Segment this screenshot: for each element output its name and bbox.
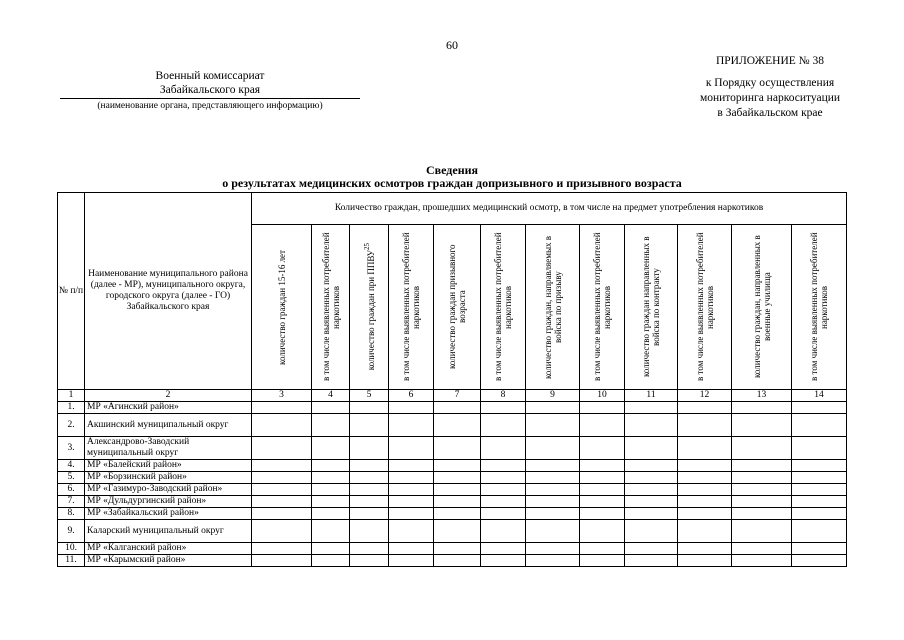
appendix-line: к Порядку осуществления [705,77,835,89]
data-cell[interactable] [792,402,847,414]
data-cell[interactable] [350,496,389,508]
data-cell[interactable] [580,460,625,472]
data-cell[interactable] [350,414,389,437]
data-cell[interactable] [312,543,350,555]
data-cell[interactable] [252,543,312,555]
data-cell[interactable] [434,437,481,460]
data-cell[interactable] [792,520,847,543]
data-cell[interactable] [580,484,625,496]
data-cell[interactable] [792,437,847,460]
data-cell[interactable] [625,414,678,437]
data-cell[interactable] [732,496,792,508]
data-cell[interactable] [678,520,732,543]
data-cell[interactable] [625,555,678,567]
data-cell[interactable] [389,555,434,567]
data-cell[interactable] [252,402,312,414]
data-cell[interactable] [526,555,580,567]
footnote-mark: 25 [363,243,371,251]
data-cell[interactable] [625,508,678,520]
subheader-cell: количество граждан при ППВУ$^{25}$ [350,225,389,390]
report-table [57,192,847,567]
data-cell[interactable] [678,414,732,437]
document-title-line: о результатах медицинских осмотров граждан допризывного и призывного возраста [222,176,682,190]
row-number: 2. [58,414,85,437]
data-cell[interactable] [792,484,847,496]
data-cell[interactable] [350,520,389,543]
data-cell[interactable] [389,460,434,472]
subheader-cell: в том числе выявленных потребителей наркотиков [481,225,526,390]
table-row [58,496,847,508]
data-cell[interactable] [732,414,792,437]
row-name: Акшинский муниципальный округ [85,414,252,437]
subheader-cell: количество граждан 15-16 лет [252,225,312,390]
data-cell[interactable] [312,520,350,543]
data-cell[interactable] [678,543,732,555]
data-cell[interactable] [678,437,732,460]
row-name: МР «Карымский район» [85,555,252,567]
column-number: 10 [580,390,625,402]
data-cell[interactable] [389,484,434,496]
data-cell[interactable] [481,414,526,437]
data-cell[interactable] [312,484,350,496]
data-cell[interactable] [350,402,389,414]
data-cell[interactable] [389,472,434,484]
data-cell[interactable] [434,508,481,520]
data-cell[interactable] [389,402,434,414]
data-cell[interactable] [526,402,580,414]
data-cell[interactable] [252,460,312,472]
row-name: МР «Борзинский район» [85,472,252,484]
appendix-line: мониторинга наркоситуации [699,92,841,104]
data-cell[interactable] [350,460,389,472]
data-cell[interactable] [389,543,434,555]
data-cell[interactable] [732,543,792,555]
group-header: Количество граждан, прошедших медицинский осмотр, в том числе на предмет употребления наркотиков [252,193,847,225]
row-name: МР «Агинский район» [85,402,252,414]
data-cell[interactable] [792,543,847,555]
data-cell[interactable] [625,472,678,484]
data-cell[interactable] [792,508,847,520]
row-name: МР «Балейский район» [85,460,252,472]
data-cell[interactable] [580,437,625,460]
table-row [58,472,847,484]
data-cell[interactable] [526,437,580,460]
col-num-header: № п/п [58,193,85,390]
subheader-cell: количество граждан, направляемых в войска по призыву [526,225,580,390]
data-cell[interactable] [625,520,678,543]
column-number: 7 [434,390,481,402]
appendix-block [680,54,860,121]
data-cell[interactable] [678,555,732,567]
data-cell[interactable] [434,484,481,496]
data-cell[interactable] [481,460,526,472]
data-cell[interactable] [434,496,481,508]
data-cell[interactable] [526,496,580,508]
data-cell[interactable] [434,402,481,414]
data-cell[interactable] [678,472,732,484]
row-name: МР «Забайкальский район» [85,508,252,520]
subheader-cell: в том числе выявленных потребителей наркотиков [792,225,847,390]
row-name: Александрово-Заводский муниципальный округ [85,437,252,460]
page-number: 60 [446,38,458,52]
appendix-title: ПРИЛОЖЕНИЕ № 38 [715,55,824,67]
row-name: МР «Газимуро-Заводский район» [85,484,252,496]
data-cell[interactable] [312,402,350,414]
data-cell[interactable] [625,437,678,460]
row-number: 10. [58,543,85,555]
data-cell[interactable] [481,472,526,484]
data-cell[interactable] [350,472,389,484]
data-cell[interactable] [312,508,350,520]
row-number: 4. [58,460,85,472]
table-row [58,414,847,437]
column-number: 9 [526,390,580,402]
table-row [58,437,847,460]
row-number: 8. [58,508,85,520]
data-cell[interactable] [625,484,678,496]
column-number: 12 [678,390,732,402]
data-cell[interactable] [350,543,389,555]
data-cell[interactable] [312,472,350,484]
data-cell[interactable] [252,520,312,543]
data-cell[interactable] [312,414,350,437]
subheader-cell: в том числе выявленных потребителей наркотиков [312,225,350,390]
data-cell[interactable] [481,402,526,414]
subheader-cell: количество граждан направленных в войска по контракту [625,225,678,390]
data-cell[interactable] [434,555,481,567]
data-cell[interactable] [350,555,389,567]
organization-line: Забайкальского края [60,83,360,99]
data-cell[interactable] [732,484,792,496]
data-cell[interactable] [732,402,792,414]
data-cell[interactable] [580,472,625,484]
data-cell[interactable] [678,496,732,508]
data-cell[interactable] [792,414,847,437]
data-cell[interactable] [481,437,526,460]
data-cell[interactable] [481,508,526,520]
data-cell[interactable] [434,460,481,472]
data-cell[interactable] [792,472,847,484]
data-cell[interactable] [625,460,678,472]
column-number: 14 [792,390,847,402]
document-title [0,164,904,190]
subheader-cell: в том числе выявленных потребителей наркотиков [389,225,434,390]
table-row [58,555,847,567]
data-cell[interactable] [732,520,792,543]
row-name: Каларский муниципальный округ [85,520,252,543]
table-row [58,460,847,472]
row-number: 11. [58,555,85,567]
column-number: 6 [389,390,434,402]
organization-block [60,69,360,112]
appendix-line: в Забайкальском крае [717,107,823,119]
column-number: 8 [481,390,526,402]
column-number: 11 [625,390,678,402]
data-cell[interactable] [732,460,792,472]
row-number: 6. [58,484,85,496]
data-cell[interactable] [434,543,481,555]
data-cell[interactable] [625,402,678,414]
row-name: МР «Дульдургинский район» [85,496,252,508]
data-cell[interactable] [678,460,732,472]
data-cell[interactable] [312,460,350,472]
column-number: 2 [85,390,252,402]
data-cell[interactable] [526,543,580,555]
data-cell[interactable] [350,484,389,496]
data-cell[interactable] [792,555,847,567]
data-cell[interactable] [678,508,732,520]
data-cell[interactable] [678,402,732,414]
col-name-header: Наименование муниципального района (далее - МР), муниципального округа, городского округа (далее - ГО) Забайкальского края [85,193,252,390]
organization-hint: (наименование органа, представляющего информацию) [97,101,323,111]
data-cell[interactable] [526,508,580,520]
data-cell[interactable] [580,555,625,567]
organization-line: Военный комиссариат [155,70,265,82]
data-cell[interactable] [389,414,434,437]
column-number: 1 [58,390,85,402]
data-cell[interactable] [389,437,434,460]
data-cell[interactable] [389,520,434,543]
subheader-cell: количество граждан, направленных в военные училища [732,225,792,390]
data-cell[interactable] [580,520,625,543]
column-number: 13 [732,390,792,402]
data-cell[interactable] [434,414,481,437]
data-cell[interactable] [252,555,312,567]
data-cell[interactable] [625,496,678,508]
table-row [58,543,847,555]
data-cell[interactable] [252,472,312,484]
data-cell[interactable] [252,496,312,508]
data-cell[interactable] [481,520,526,543]
data-cell[interactable] [732,437,792,460]
data-cell[interactable] [580,543,625,555]
table-row [58,508,847,520]
column-number: 5 [350,390,389,402]
data-cell[interactable] [350,508,389,520]
data-cell[interactable] [252,508,312,520]
data-cell[interactable] [434,520,481,543]
data-cell[interactable] [580,402,625,414]
table-row [58,520,847,543]
column-number: 4 [312,390,350,402]
data-cell[interactable] [389,496,434,508]
data-cell[interactable] [526,460,580,472]
row-number: 1. [58,402,85,414]
data-cell[interactable] [312,437,350,460]
row-number: 7. [58,496,85,508]
data-cell[interactable] [526,414,580,437]
data-cell[interactable] [312,496,350,508]
data-cell[interactable] [252,414,312,437]
row-number: 9. [58,520,85,543]
row-number: 3. [58,437,85,460]
data-cell[interactable] [252,484,312,496]
data-cell[interactable] [434,472,481,484]
data-cell[interactable] [526,520,580,543]
data-cell[interactable] [792,496,847,508]
data-cell[interactable] [312,555,350,567]
data-cell[interactable] [481,484,526,496]
data-cell[interactable] [732,555,792,567]
data-cell[interactable] [350,437,389,460]
data-cell[interactable] [678,484,732,496]
subheader-cell: в том числе выявленных потребителей наркотиков [580,225,625,390]
data-cell[interactable] [481,555,526,567]
data-cell[interactable] [625,543,678,555]
data-cell[interactable] [732,472,792,484]
column-number-row [58,390,847,402]
subheader-cell: количество граждан призывного возраста [434,225,481,390]
document-title-line: Сведения [425,163,479,177]
column-number: 3 [252,390,312,402]
row-name: МР «Калганский район» [85,543,252,555]
data-cell[interactable] [481,496,526,508]
data-cell[interactable] [252,437,312,460]
row-number: 5. [58,472,85,484]
header-row [58,193,847,225]
data-cell[interactable] [732,508,792,520]
data-cell[interactable] [580,508,625,520]
subheader-cell: в том числе выявленных потребителей наркотиков [678,225,732,390]
data-cell[interactable] [481,543,526,555]
data-cell[interactable] [580,414,625,437]
data-cell[interactable] [792,460,847,472]
table-row [58,484,847,496]
data-cell[interactable] [389,508,434,520]
data-cell[interactable] [526,484,580,496]
data-cell[interactable] [526,472,580,484]
data-cell[interactable] [580,496,625,508]
table-row [58,402,847,414]
